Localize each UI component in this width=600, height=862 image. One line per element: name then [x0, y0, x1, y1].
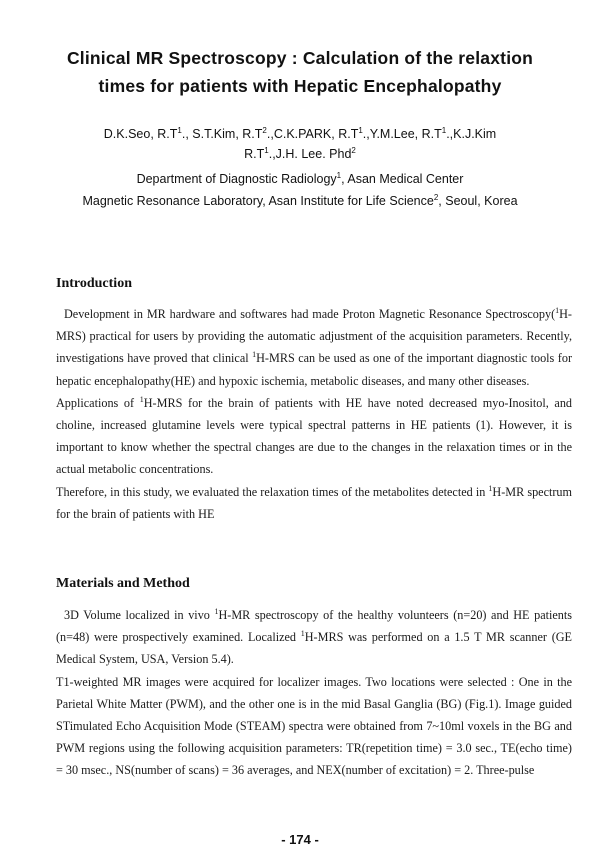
- page-number: - 174 -: [281, 832, 319, 847]
- introduction-body: [56, 303, 572, 525]
- affiliation-department: Department of Diagnostic Radiology$^1$, Asan Medical Center: [136, 170, 464, 186]
- affiliation-laboratory: Magnetic Resonance Laboratory, Asan Institute for Life Science$^2$, Seoul, Korea: [82, 192, 518, 208]
- introduction-paragraph-1: Development in MR hardware and softwares had made Proton Magnetic Resonance Spectroscopy($^1$H-MRS) practical for users by providing the automatic adjustment of the acquisition parameters. Recently, investigations have proved that clinical $^1$H-MRS can be used as one of the important diagnostic tools for hepatic encephalopathy(HE) and hypoxic ischemia, metabolic diseases, and many other diseases.: [56, 305, 572, 388]
- paper-title: [30, 44, 570, 100]
- materials-paragraph-2: T1-weighted MR images were acquired for localizer images. Two locations were selected : One in the Parietal White Matter (PWM), and the other one is in the mid Basal Ganglia (BG) (Fig.1). Image guided STimulated Echo Acquisition Mode (STEAM) spectra were obtained from 7~10ml voxels in the BG and PWM regions using the following acquisition parameters: TR(repetition time) = 3.0 sec., TE(echo time) = 30 msec., NS(number of scans) = 36 averages, and NEX(number of excitation) = 2. Three-pulse: [56, 674, 572, 778]
- introduction-paragraph-2: Applications of $^1$H-MRS for the brain of patients with HE have noted decreased myo-Inositol, and choline, increased glutamine levels were typical spectral patterns in HE patients (1). However, it is important to know whether the spectral changes are due to the changes in the relaxation times or in the actual metabolic concentrations.: [56, 394, 573, 477]
- title-line-2: times for patients with Hepatic Encephalopathy: [98, 76, 502, 96]
- author-line-2: $R.T^1.,J.H$. Lee. Phd$^2$: [244, 145, 356, 161]
- materials-paragraph-1: 3D Volume localized in vivo $^1$H-MR spectroscopy of the healthy volunteers (n=20) and HE patients (n=48) were prospectively examined. Localized $^1$H-MRS was performed on a 1.5 T MR scanner (GE Medical System, USA, Version 5.4).: [56, 606, 573, 667]
- introduction-heading: Introduction: [56, 276, 132, 291]
- author-line-1: D.K.Seo, $R.T^1$., S.T.Kim, $R.T^2.,C.K.PARK$, $R.T^1.,Y.M.Lee$, $R.T^1.,K.J.Kim$: [103, 125, 497, 141]
- author-list: [40, 124, 560, 164]
- title-line-1: Clinical MR Spectroscopy : Calculation of the relaxtion: [66, 48, 534, 68]
- materials-method-heading: Materials and Method: [56, 576, 190, 591]
- introduction-paragraph-3: Therefore, in this study, we evaluated the relaxation times of the metabolites detected in $^1$H-MR spectrum for the brain of patients with HE: [56, 483, 573, 521]
- materials-method-body: [56, 604, 572, 782]
